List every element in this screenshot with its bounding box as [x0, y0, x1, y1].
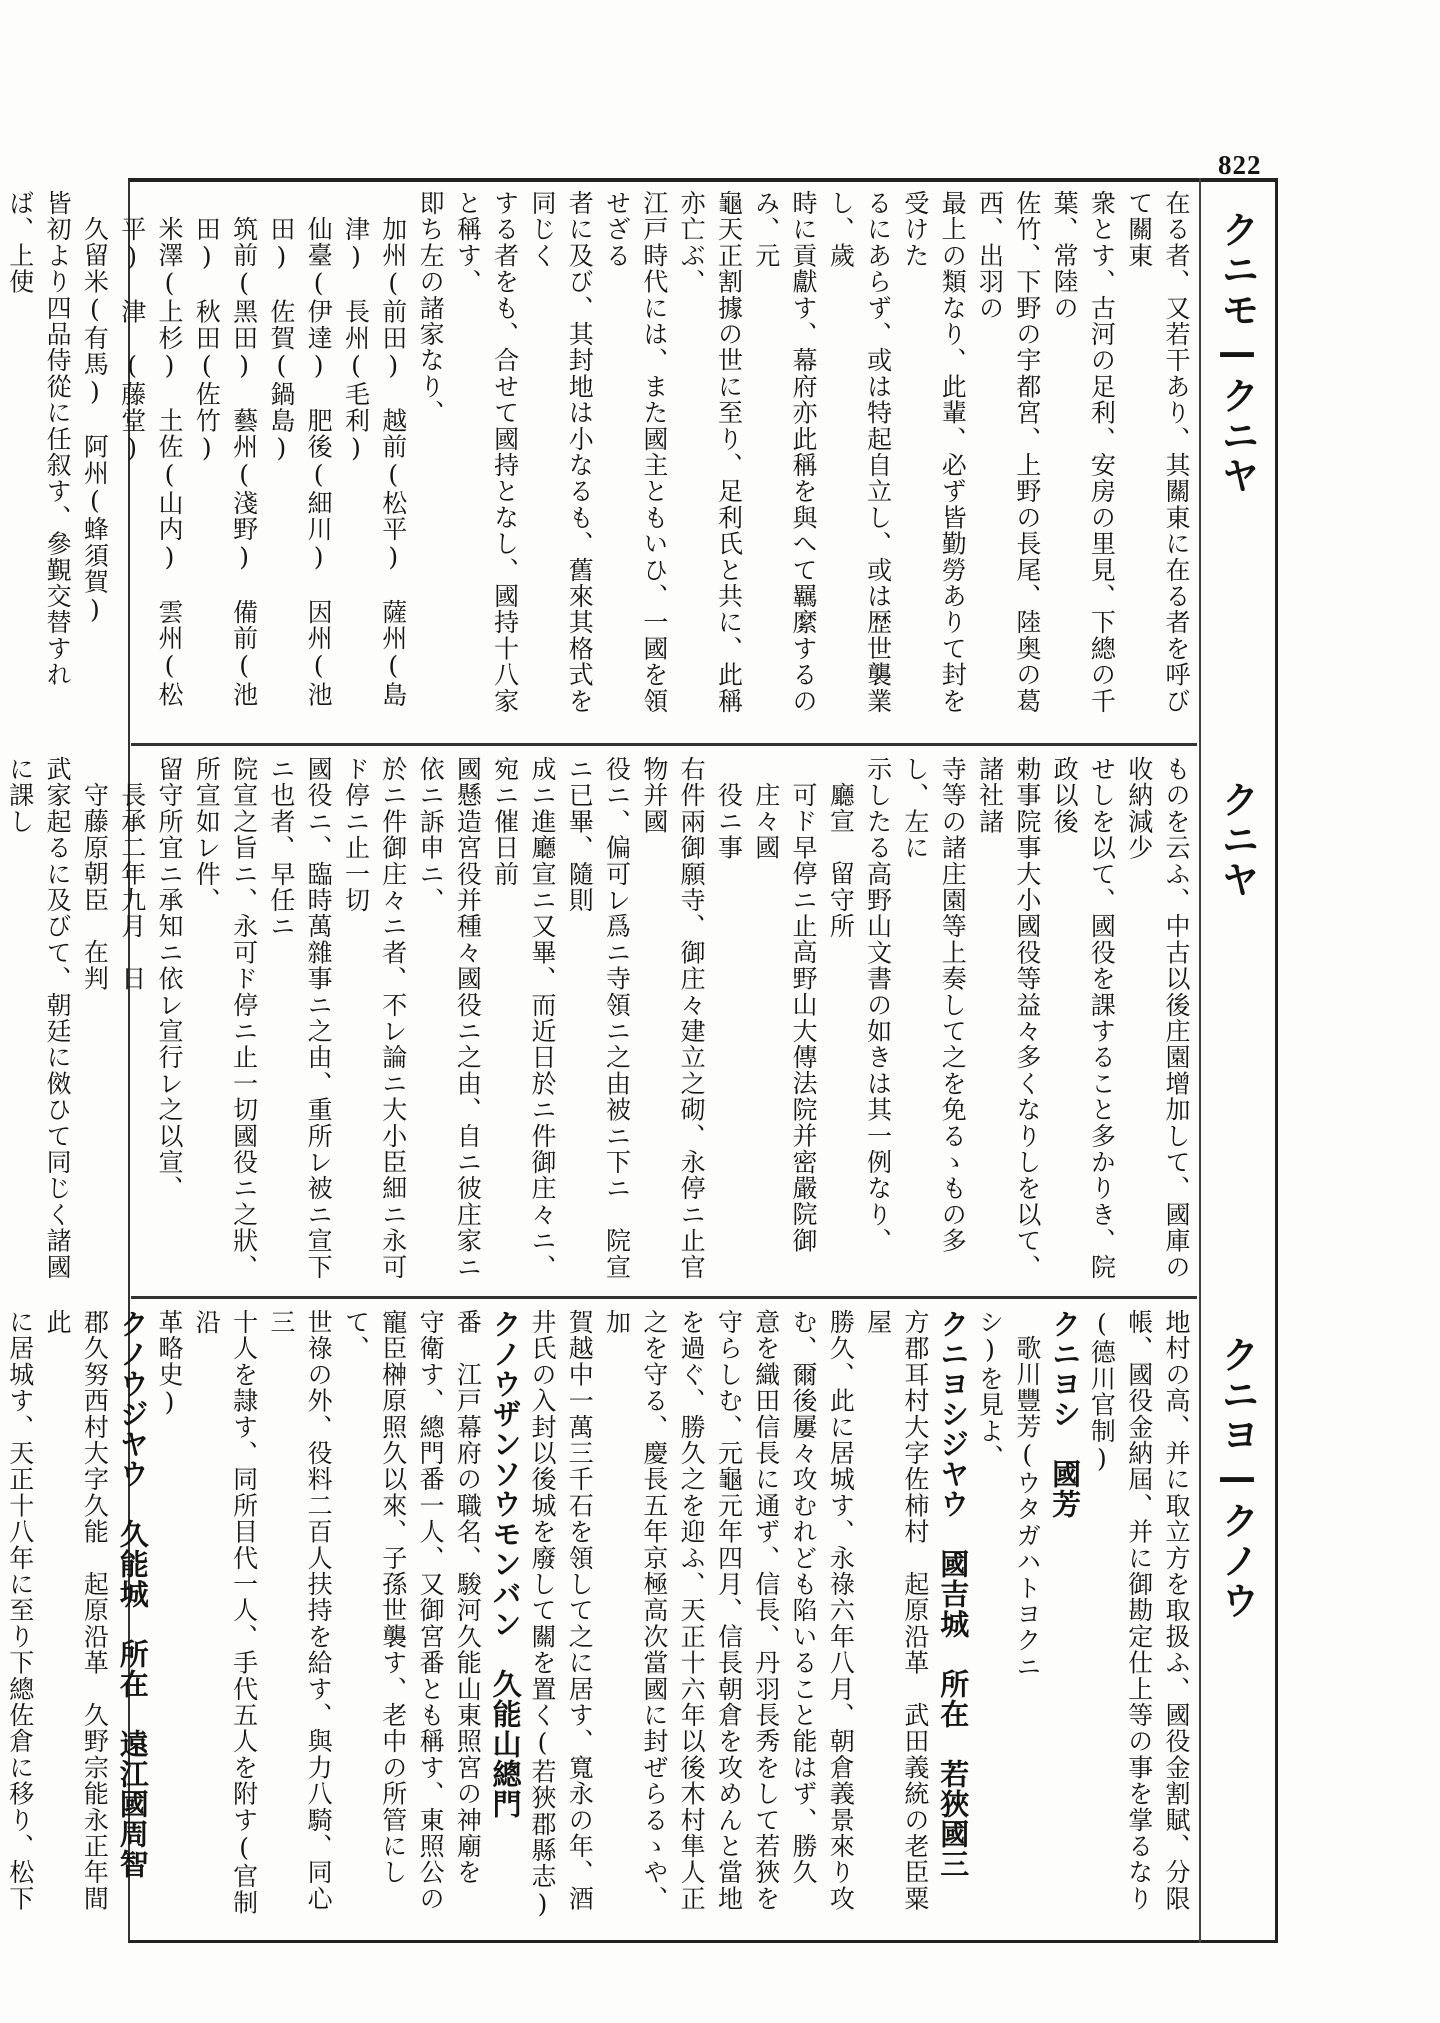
- entry-heading: クニヨシ 國芳: [1048, 1309, 1083, 1519]
- text-band-1: [5, 186, 1197, 738]
- text-line: 成ニ進廳宣ニ又畢、而近日於ニ件御庄々ニ、宛ニ催日前: [490, 756, 557, 1280]
- band-divider: [131, 1296, 1197, 1299]
- text-line: 世祿の外、役料二百人扶持を給す、與力八騎、同心三: [266, 1309, 334, 1912]
- text-line: 番 江戸幕府の職名、駿河久能山東照宮の神廟を: [453, 1309, 483, 1886]
- text-line: せしを以て、國役を課すること多かりき、院政以後: [1050, 756, 1117, 1280]
- text-line: 國懸造宮役并種々國役ニ之由、自ニ彼庄家ニ依ニ訴申ニ、: [416, 756, 483, 1280]
- running-header-bottom: クニヨ—クノウ: [1215, 1335, 1259, 1621]
- text-line: 龜天正割據の世に至り、足利氏と共に、此稱亦亡ぶ、: [677, 190, 744, 714]
- text-line: 寵臣榊原照久以來、子孫世襲す、老中の所管にして、: [341, 1309, 408, 1886]
- text-line: 郡久努西村大字久能 起原沿革 久野宗能永正年間此: [43, 1309, 110, 1912]
- text-line: 院宣之旨ニ、永可ド停ニ止一切國役ニ之狀、所宣如レ件、: [192, 756, 259, 1280]
- running-header-middle: クニヤ: [1215, 780, 1259, 900]
- text-line: 役ニ、偏可レ爲ニ寺領ニ之由被ニ下ニ 院宣ニ已畢、隨則: [565, 756, 632, 1280]
- text-line: るにあらず、或は特起自立し、或は歴世襲業し、歲: [826, 190, 893, 714]
- text-line: シ)を見よ、: [975, 1309, 1005, 1471]
- text-line: 意を織田信長に通ず、信長、丹羽長秀をして若狹を: [751, 1309, 781, 1912]
- band-2-column: [5, 752, 1197, 1292]
- text-line: 守衛す、總門番一人、又御宮番とも稱す、東照公の: [416, 1309, 446, 1912]
- text-line: 在る者、又若干あり、其關東に在る者を呼びて關東: [1124, 190, 1191, 715]
- text-line: 長承二年九月 日: [117, 782, 147, 992]
- text-line: 者に及び、其封地は小なるも、舊來其格式を同じく: [527, 190, 595, 714]
- text-line: む、爾後屢々攻むれども陷いること能はず、勝久: [789, 1309, 819, 1886]
- text-line: する者をも、合せて國持となし、國持十八家と稱す、: [453, 190, 520, 714]
- text-line: 衆とす、古河の足利、安房の里見、下總の千葉、常陸の: [1050, 190, 1117, 714]
- text-line: 於ニ件御庄々ニ者、不レ論ニ大小臣細ニ永可ド停ニ止一切: [341, 756, 408, 1280]
- text-line: 即ち左の諸家なり、: [416, 190, 446, 426]
- text-band-3: [5, 1305, 1197, 1935]
- text-line: 久留米(有馬) 阿州(蜂須賀): [80, 216, 110, 625]
- running-header-top: クニモ—クニヤ: [1215, 210, 1259, 496]
- text-line: 守藤原朝臣 在判: [80, 782, 110, 992]
- text-line: 地村の高、并に取立方を取扱ふ、國役金割賦、分限: [1162, 1309, 1191, 1912]
- text-line: 革略史): [154, 1309, 184, 1418]
- text-line: 歌川豐芳(ウタガハトヨクニ: [1012, 1335, 1042, 1680]
- entry-heading: クニヨシジヤウ 國吉城 所在 若狹國三: [936, 1309, 971, 1879]
- text-line: 賀越中一萬三千石を領して之に居す、寬永の年、酒: [565, 1309, 595, 1912]
- text-line: 皆初より四品侍從に任叙す、參覲交替すれば、上使: [5, 190, 73, 688]
- entry-heading: クノウザンソウモンバン 久能山總門: [488, 1309, 523, 1819]
- text-line: 勅事院事大小國役等益々多くなりしを以て、諸社諸: [975, 756, 1042, 1280]
- text-line: 守らしむ、元龜元年四月、信長朝倉を攻めんと當地: [714, 1309, 744, 1912]
- text-line: 井氏の入封以後城を廢して關を置く(若狹郡縣志): [527, 1309, 557, 1920]
- band-3-column: [5, 1305, 1197, 1935]
- band-divider: [131, 743, 1197, 746]
- text-line: 仙臺(伊達) 肥後(細川) 因州(池田) 佐賀(鍋島): [266, 216, 334, 708]
- text-line: を過ぐ、勝久之を迎ふ、天正十六年以後木村隼人正: [677, 1309, 707, 1912]
- text-line: 江戸時代には、また國主ともいひ、一國を領せざる: [602, 190, 669, 714]
- band-1-column: [5, 186, 1197, 738]
- text-line: 時に貢獻す、幕府亦此稱を與へて羈縻するのみ、元: [751, 190, 819, 714]
- text-line: 方郡耳村大字佐柿村 起原沿革 武田義統の老臣粟屋: [863, 1309, 930, 1912]
- text-line: 廳宣 留守所: [826, 782, 856, 940]
- text-line: 筑前(黑田) 藝州(淺野) 備前(池田) 秋田(佐竹): [192, 216, 259, 708]
- text-line: 加州(前田) 越前(松平) 薩州(島津) 長州(毛利): [341, 216, 408, 708]
- text-line: [0, 756, 2, 1288]
- text-line: 役ニ事: [714, 782, 744, 861]
- text-line: 留守所宜ニ承知ニ依レ宣行レ之以宣、: [154, 756, 184, 1202]
- text-line: ものを云ふ、中古以後庄園增加して、國庫の收納減少: [1124, 756, 1191, 1280]
- text-line: 最上の類なり、此輩、必ず皆勤勞ありて封を受けた: [900, 190, 968, 714]
- text-line: 示したる高野山文書の如きは其一例なり、: [863, 756, 893, 1254]
- page-number: 822: [1218, 150, 1262, 180]
- text-line: [0, 190, 2, 734]
- entry-heading: クノウジヤウ 久能城 所在 遠江國周智: [115, 1309, 150, 1879]
- text-band-2: [5, 752, 1197, 1292]
- text-line: に居城す、天正十八年に至り下總佐倉に移り、松下: [5, 1309, 35, 1912]
- text-line: 勝久、此に居城す、永祿六年八月、朝倉義景來り攻: [826, 1309, 856, 1912]
- text-line: 右件兩御願寺、御庄々建立之砌、永停ニ止官物并國: [639, 756, 707, 1280]
- text-line: 武家起るに及びて、朝廷に傚ひて同じく諸國に課し: [5, 756, 73, 1280]
- text-line: 國役ニ、臨時萬雜事ニ之由、重所レ被ニ宣下ニ也者、早任ニ: [266, 756, 334, 1280]
- text-line: 帳、國役金納屆、并に御勘定仕上等の事を掌るなり: [1124, 1309, 1154, 1912]
- text-line: 之を守る、慶長五年京極高次當國に封ぜらるゝや、加: [602, 1309, 669, 1912]
- text-line: 可ド早停ニ止高野山大傳法院并密嚴院御庄々國: [751, 782, 819, 1254]
- text-line: 十人を隷す、同所目代一人、手代五人を附す(官制沿: [192, 1309, 259, 1916]
- header-guide-line: [1199, 178, 1201, 1943]
- text-line: (德川官制): [1087, 1309, 1117, 1475]
- text-line: 寺等の諸庄園等上奏して之を免るゝもの多し、左に: [900, 756, 968, 1254]
- text-line: 佐竹、下野の宇都宮、上野の長尾、陸奥の葛西、出羽の: [975, 190, 1042, 714]
- text-line: 米澤(上杉) 土佐(山内) 雲州(松平) 津 (藤堂): [117, 216, 184, 708]
